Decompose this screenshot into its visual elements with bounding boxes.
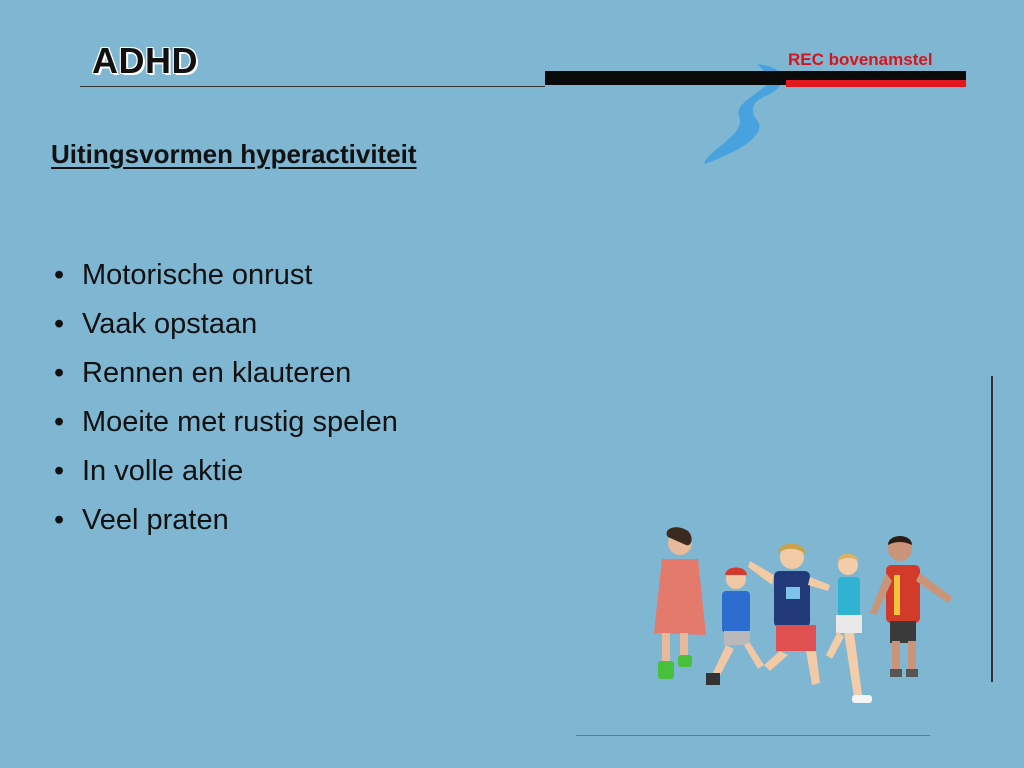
title-underline-rule xyxy=(80,86,545,87)
list-item-text: Motorische onrust xyxy=(82,259,313,291)
list-item-text: Rennen en klauteren xyxy=(82,357,352,389)
child-figure xyxy=(706,568,764,686)
list-item-text: Vaak opstaan xyxy=(82,308,258,340)
list-item xyxy=(54,501,398,550)
brand-label: REC bovenamstel xyxy=(788,50,933,69)
list-item-text: Veel praten xyxy=(82,504,229,536)
vertical-divider xyxy=(991,376,993,682)
bullet-icon: • xyxy=(54,259,65,291)
bullet-list xyxy=(54,256,398,550)
bullet-icon: • xyxy=(54,504,65,536)
jumping-children-photo xyxy=(640,515,970,715)
bullet-icon: • xyxy=(54,455,65,487)
bullet-icon: • xyxy=(54,406,65,438)
list-item xyxy=(54,256,398,305)
slide-title: ADHD xyxy=(92,40,198,81)
bullet-icon: • xyxy=(54,357,65,389)
list-item xyxy=(54,452,398,501)
child-figure xyxy=(826,554,872,704)
child-figure xyxy=(870,536,952,677)
list-item xyxy=(54,403,398,452)
section-heading: Uitingsvormen hyperactiviteit xyxy=(51,139,417,169)
header-red-bar xyxy=(786,80,966,87)
list-item xyxy=(54,305,398,354)
footer-red-rule xyxy=(576,735,930,736)
bullet-icon: • xyxy=(54,308,65,340)
child-figure xyxy=(654,527,706,679)
list-item xyxy=(54,354,398,403)
list-item-text: Moeite met rustig spelen xyxy=(82,406,398,438)
list-item-text: In volle aktie xyxy=(82,455,244,487)
